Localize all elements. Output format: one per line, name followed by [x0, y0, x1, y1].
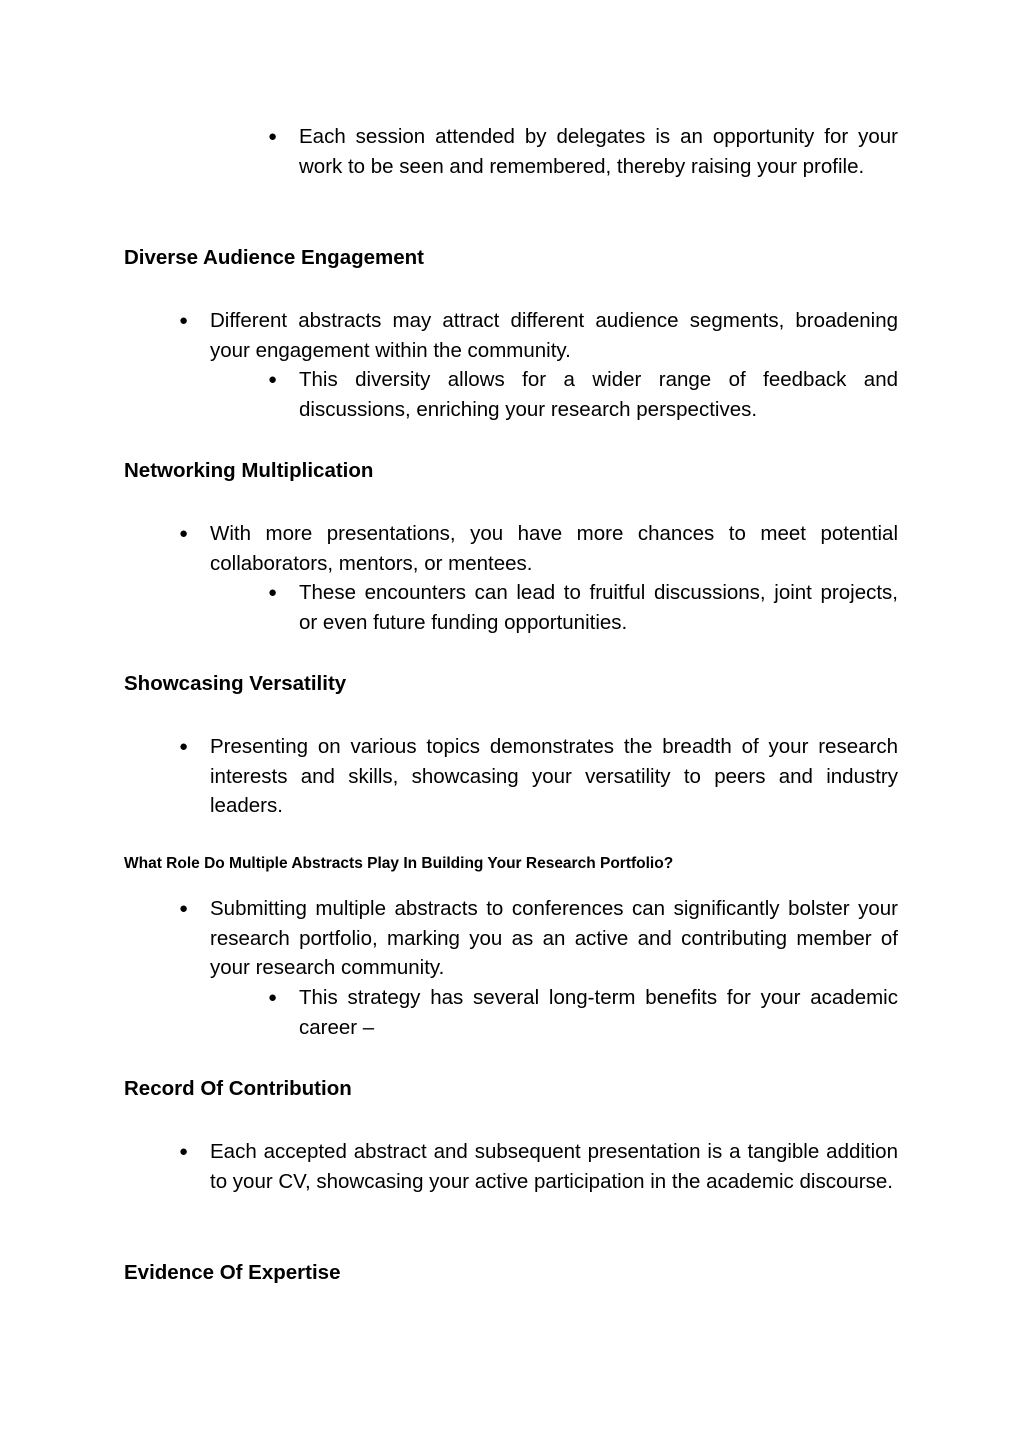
bullet-sessions-visibility: [268, 122, 898, 181]
bullet-long-term-benefits: [268, 983, 898, 1042]
bullet-text: Each accepted abstract and subsequent presentation is a tangible addition to your CV, showcasing your active participation in the academic discourse.: [210, 1140, 898, 1193]
bullet-dot: ●: [268, 128, 278, 145]
heading-networking-multiplication: Networking Multiplication: [124, 459, 374, 482]
heading-evidence-of-expertise: Evidence Of Expertise: [124, 1261, 341, 1284]
bullet-various-topics: [179, 732, 898, 821]
bullet-text: With more presentations, you have more chances to meet potential collaborators, mentors, or mentees.: [210, 522, 898, 575]
bullet-dot: ●: [268, 371, 278, 388]
bullet-dot: ●: [179, 1143, 189, 1160]
bullet-submitting-multiple-abstracts: [179, 894, 898, 983]
bullet-text: Different abstracts may attract different audience segments, broadening your engagement within the community.: [210, 309, 898, 362]
heading-diverse-audience-engagement: Diverse Audience Engagement: [124, 246, 425, 269]
bullet-text: Presenting on various topics demonstrates the breadth of your research interests and skills, showcasing your versatility to peers and industry leaders.: [210, 735, 898, 817]
bullet-dot: ●: [268, 989, 278, 1006]
bullet-dot: ●: [179, 738, 189, 755]
heading-showcasing-versatility: Showcasing Versatility: [124, 672, 347, 695]
bullet-dot: ●: [179, 900, 189, 917]
bullet-dot: ●: [179, 312, 189, 329]
bullet-accepted-abstract: [179, 1137, 898, 1196]
bullet-text: This strategy has several long-term benefits for your academic career –: [299, 986, 898, 1039]
subheading-research-portfolio: What Role Do Multiple Abstracts Play In Building Your Research Portfolio?: [124, 855, 674, 872]
bullet-more-presentations: [179, 519, 898, 578]
bullet-different-abstracts: [179, 306, 898, 365]
bullet-dot: ●: [179, 525, 189, 542]
bullet-text: Submitting multiple abstracts to conferences can significantly bolster your research portfolio, marking you as an active and contributing member of your research community.: [210, 897, 898, 979]
heading-record-of-contribution: Record Of Contribution: [124, 1077, 352, 1100]
bullet-text: This diversity allows for a wider range of feedback and discussions, enriching your research perspectives.: [299, 368, 898, 421]
bullet-text: Each session attended by delegates is an opportunity for your work to be seen and remembered, thereby raising your profile.: [299, 125, 898, 178]
bullet-text: These encounters can lead to fruitful discussions, joint projects, or even future funding opportunities.: [299, 581, 898, 634]
bullet-diversity-feedback: [268, 365, 898, 424]
bullet-encounters: [268, 578, 898, 637]
bullet-dot: ●: [268, 584, 278, 601]
